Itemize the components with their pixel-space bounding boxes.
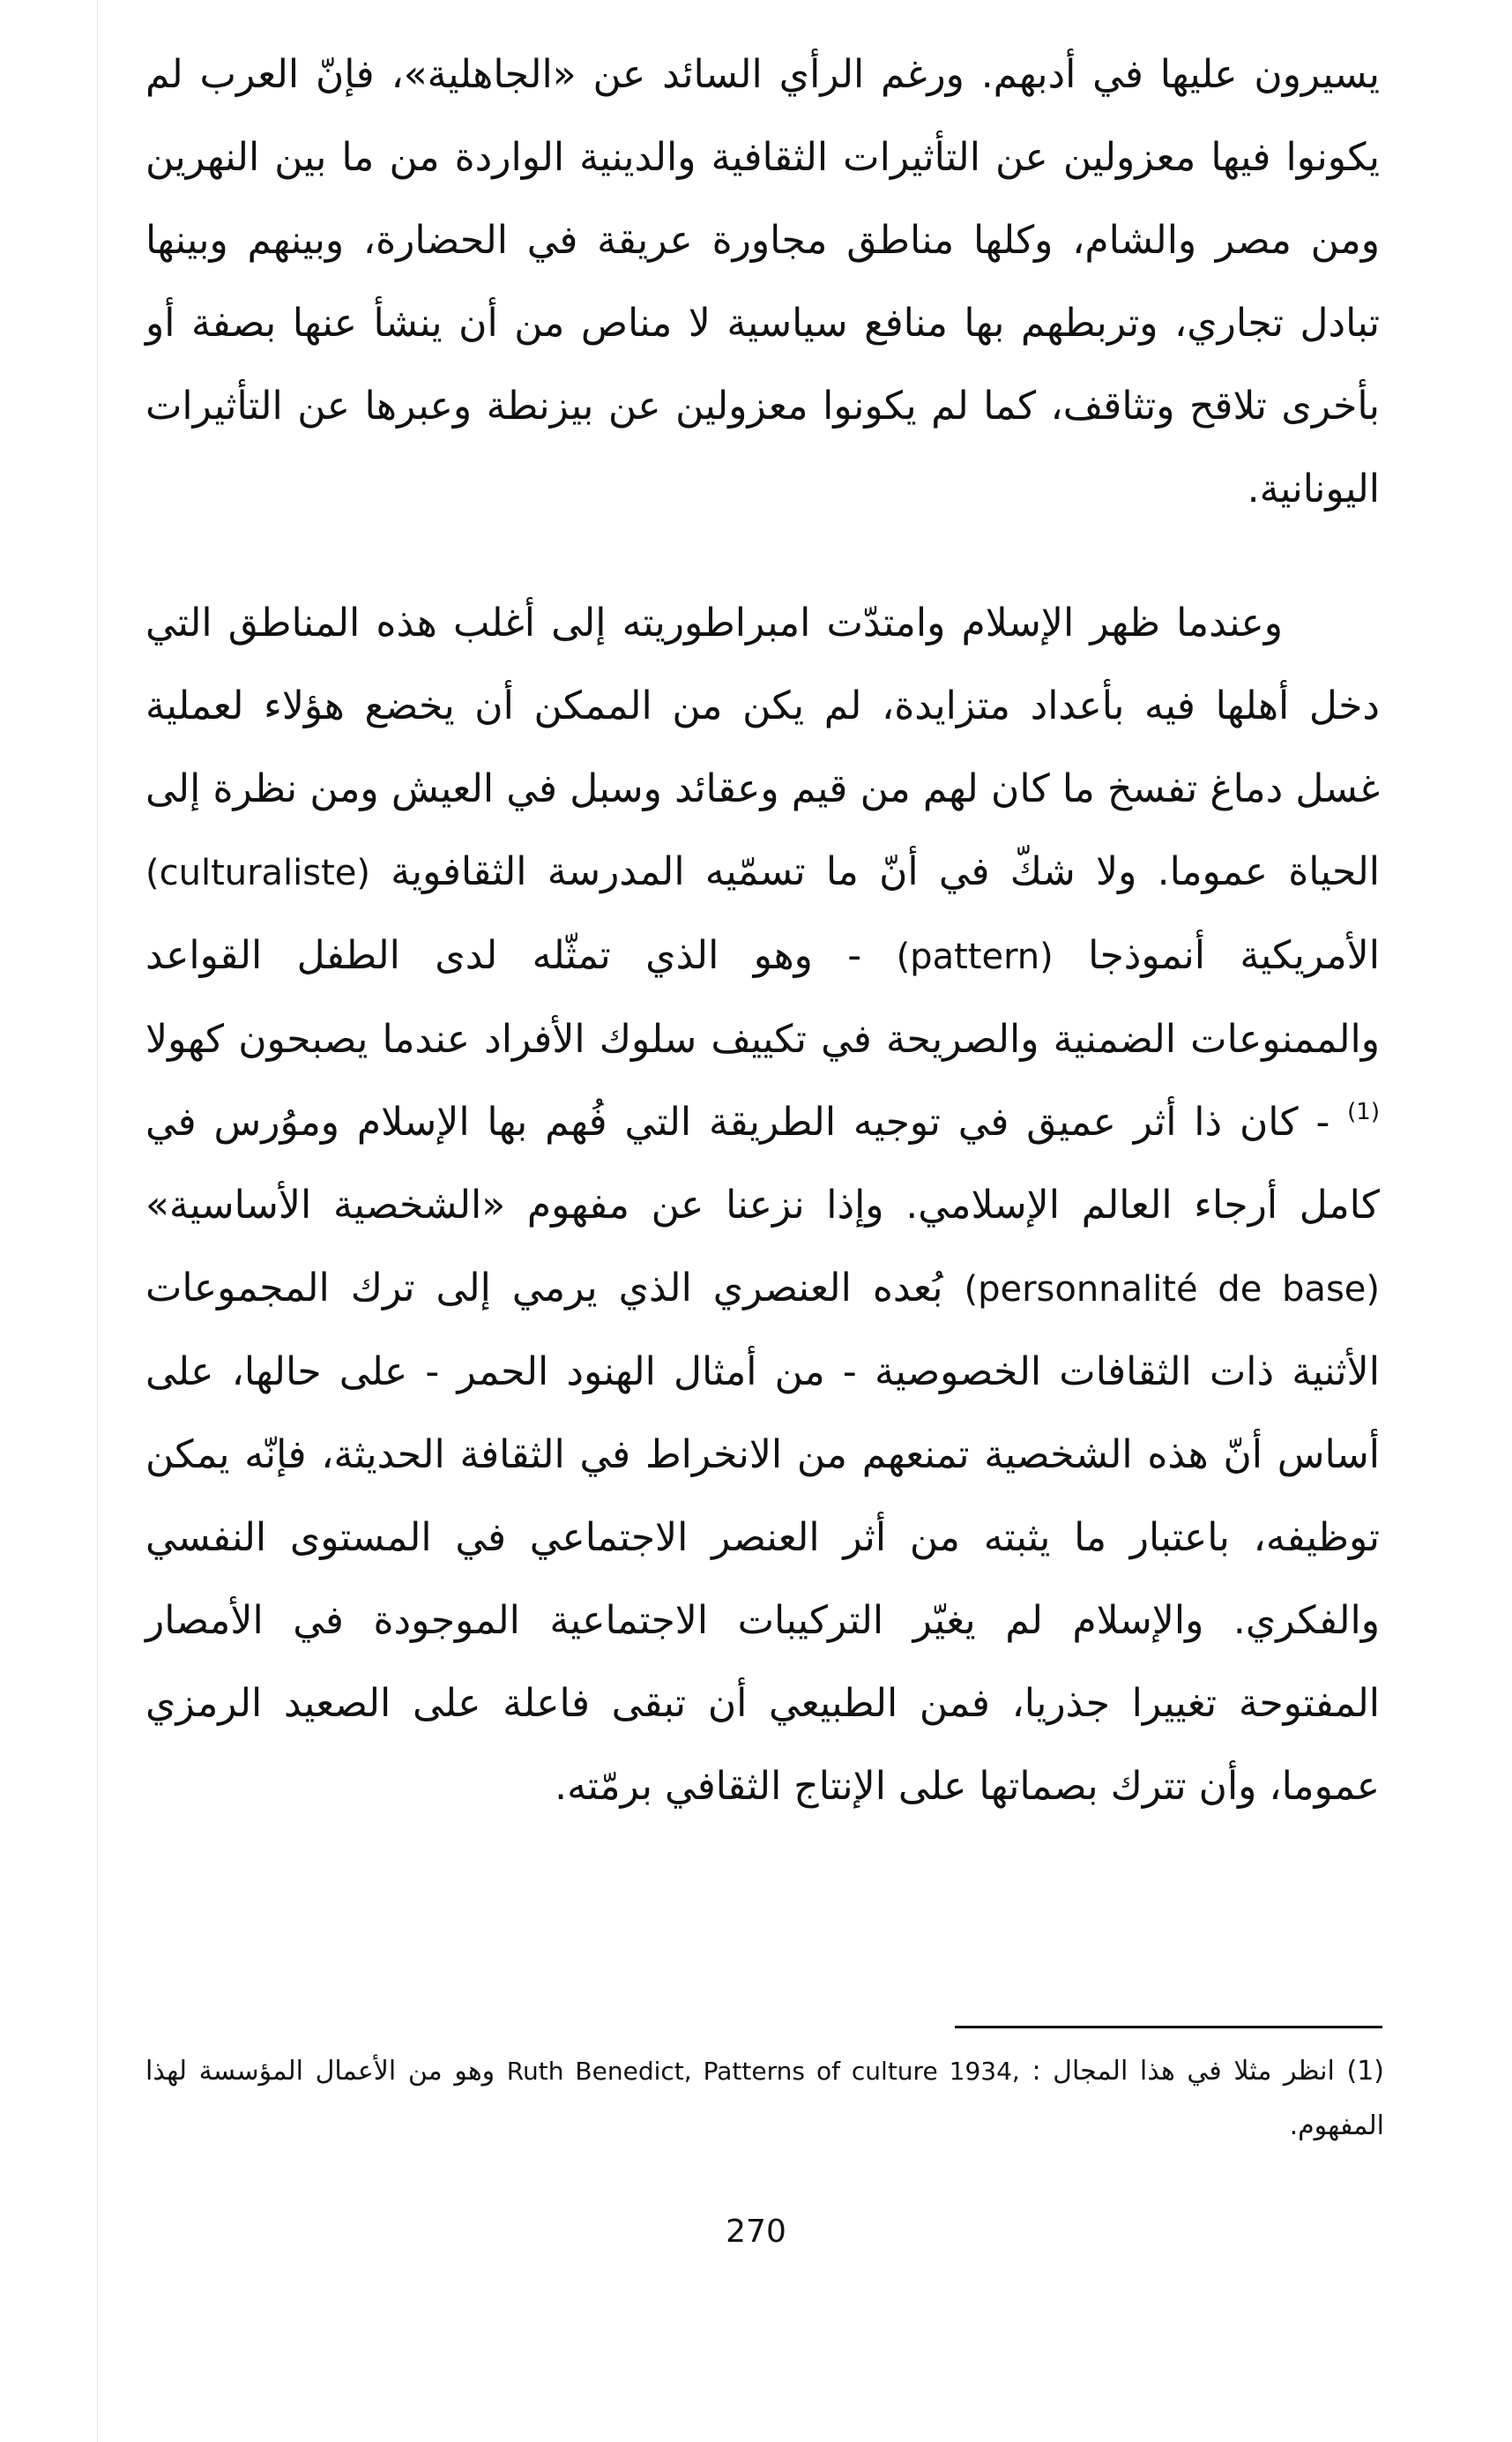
page-number: 270 [726, 2214, 786, 2250]
footnote-reference[interactable]: (1) [1347, 1099, 1380, 1125]
paragraph-2-part-1: وعندما ظهر الإسلام وامتدّت امبراطوريته إلى أغلب هذه المناطق التي دخل أهلها فيه بأعداد متزايدة، لم يكن من الممكن أن يخضع هؤلاء لعملية غسل دماغ تفسخ ما كان لهم من قيم وعقائد وسبل في العيش ومن نظرة إلى الحياة عموما. ولا شكّ في أنّ ما تسمّيه المدرسة الثقافوية [145, 601, 1380, 894]
page-edge-line [97, 0, 98, 2442]
footnote-separator [955, 2026, 1382, 2028]
footnote-citation: Ruth Benedict, Patterns of culture 1934, [506, 2057, 1020, 2086]
term-pattern: (pattern) [896, 937, 1054, 977]
paragraph-1-text: يسيرون عليها في أدبهم. ورغم الرأي السائد عن «الجاهلية»، فإنّ العرب لم يكونوا فيها معزولين عن التأثيرات الثقافية والدينية الواردة من ما بين النهرين ومن مصر والشام، وكلها مناطق مجاورة عريقة في الحضارة، وبينهم وبينها تبادل تجاري، وتربطهم بها منافع سياسية لا مناص من أن ينشأ عنها بصفة أو بأخرى تلاقح وتثاقف، كما لم يكونوا معزولين عن بيزنطة وعبرها عن التأثيرات اليونانية. [145, 52, 1380, 512]
term-culturaliste: (culturaliste) [145, 853, 371, 893]
paragraph-2 [145, 582, 1380, 1828]
paragraph-1 [145, 34, 1380, 531]
footnote-text-after: وهو من الأعمال المؤسسة لهذا المفهوم. [145, 2056, 1384, 2141]
paragraph-2-part-2: الأمريكية أنموذجا [1088, 933, 1380, 978]
paragraph-2-part-3: - وهو الذي تمثّله لدى الطفل القواعد والممنوعات الضمنية والصريحة في تكييف سلوك الأفراد عندما يصبحون كهولا [145, 933, 1380, 1062]
paragraph-2-part-5: بُعده العنصري الذي يرمي إلى ترك المجموعات الأثنية ذات الثقافات الخصوصية - من أمثال الهنود الحمر - على حالها، على أساس أنّ هذه الشخصية تمنعهم من الانخراط في الثقافة الحديثة، فإنّه يمكن توظيفه، باعتبار ما يثبته من أثر العنصر الاجتماعي في المستوى النفسي والفكري. والإسلام لم يغيّر التركيبات الاجتماعية الموجودة في الأمصار المفتوحة تغييرا جذريا، فمن الطبيعي أن تبقى فاعلة على الصعيد الرمزي عموما، وأن تترك بصماتها على الإنتاج الثقافي برمّته. [145, 1266, 1380, 1809]
footnote-text-before: انظر مثلا في هذا المجال : [1032, 2056, 1335, 2087]
term-personnalite-de-base: (personnalité de base) [964, 1269, 1381, 1310]
footnote-number: (1) [1346, 2056, 1385, 2087]
footnote [145, 2044, 1384, 2154]
paragraph-2-part-4: - كان ذا أثر عميق في توجيه الطريقة التي فُهم بها الإسلام وموُرس في كامل أرجاء العالم الإسلامي. وإذا نزعنا عن مفهوم «الشخصية الأساسية» [145, 1100, 1380, 1228]
